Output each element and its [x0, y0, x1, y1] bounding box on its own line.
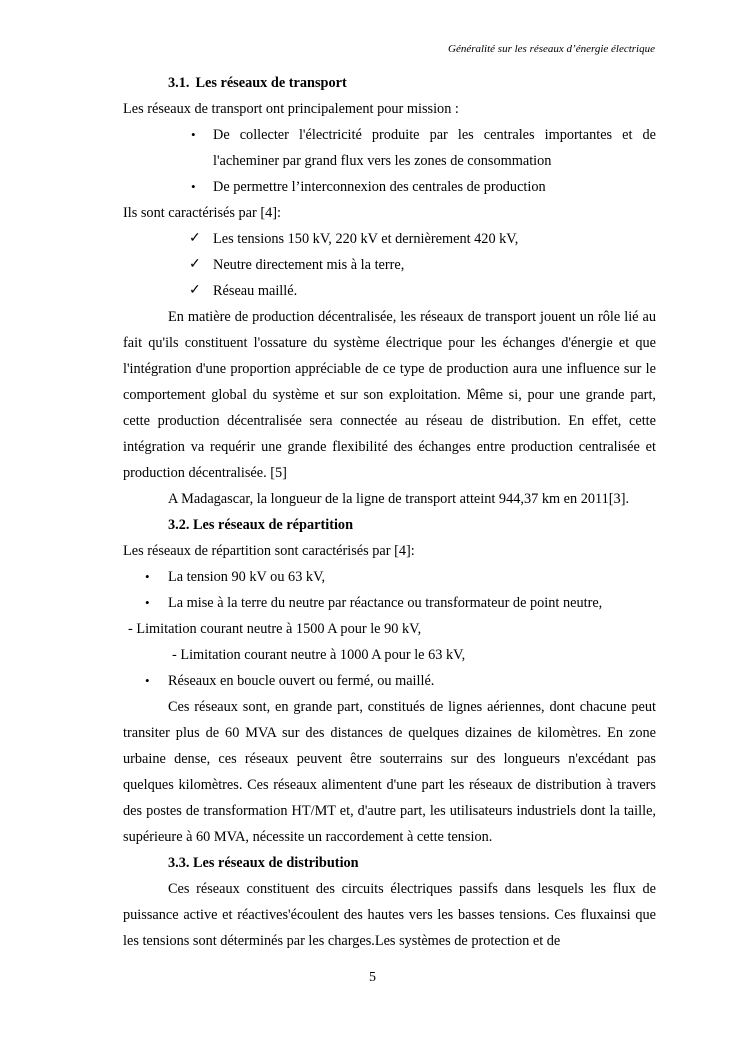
distribution-paragraph: Ces réseaux constituent des circuits électriques passifs dans lesquels les flux de puissance active et réactives'écoulent des hautes vers les basses tensions. Ces fluxainsi que les tensions sont déterminés par les charges.Les systèmes de protection et de [123, 881, 656, 949]
transport-paragraph: En matière de production décentralisée, les réseaux de transport jouent un rôle lié au fait qu'ils constituent l'ossature du système électrique pour les échanges d'énergie et que l'intégration d'une proportion appréciable de ce type de production aura une influence sur le comportement global du système et sur son exploitation. Même si, pour une grande part, cette production décentralisée sera connectée au réseau de distribution. En effet, cette intégration va requérir une grande flexibilité des échanges entre production centralisée et production décentralisée. [5] [123, 309, 656, 481]
section-3-3-heading: 3.3. Les réseaux de distribution [168, 855, 359, 871]
check-item-text: Les tensions 150 kV, 220 kV et dernièrement 420 kV, [213, 231, 519, 247]
madagascar-paragraph: A Madagascar, la longueur de la ligne de transport atteint 944,37 km en 2011[3]. [168, 491, 630, 507]
repartition-paragraph: Ces réseaux sont, en grande part, constitués de lignes aériennes, dont chacune peut transiter plus de 60 MVA sur des distances de quelques dizaines de kilomètres. En zone urbaine dense, ces réseaux peuvent être souterrains sur des longueurs n'excédant pas quelques kilomètres. Ces réseaux alimentent d'une part les réseaux de distribution à travers des postes de transformation HT/MT et, d'autre part, les utilisateurs industriels dont la taille, supérieure à 60 MVA, nécessite un raccordement à cette tension. [123, 699, 656, 845]
check-item [123, 252, 656, 278]
limitation-line-63kv: - Limitation courant neutre à 1000 A pour le 63 kV, [172, 647, 466, 663]
check-item [123, 278, 656, 304]
check-item [123, 226, 656, 252]
bullet-icon: • [145, 673, 150, 688]
list-item [123, 122, 656, 174]
repartition-intro: Les réseaux de répartition sont caractérisés par [4]: [123, 543, 415, 559]
transport-characterized: Ils sont caractérisés par [4]: [123, 205, 281, 221]
page-number: 5 [369, 970, 376, 985]
list-item-text: La tension 90 kV ou 63 kV, [168, 569, 326, 585]
bullet-icon: • [145, 569, 150, 584]
list-item [123, 564, 656, 590]
list-item-text: De collecter l'électricité produite par les centrales importantes et de l'acheminer par grand flux vers les zones de consommation [213, 127, 656, 169]
list-item [123, 590, 656, 616]
bullet-icon: • [145, 595, 150, 610]
list-item-text: La mise à la terre du neutre par réactance ou transformateur de point neutre, [168, 595, 603, 611]
check-item-text: Neutre directement mis à la terre, [213, 257, 405, 273]
section-number: 3.1. [168, 75, 190, 91]
check-item-text: Réseau maillé. [213, 283, 298, 299]
section-3-2-heading: 3.2. Les réseaux de répartition [168, 517, 354, 533]
page-content [123, 70, 656, 954]
transport-intro: Les réseaux de transport ont principalement pour mission : [123, 101, 459, 117]
section-3-1-heading [123, 70, 656, 96]
checkmark-icon: ✓ [189, 283, 201, 298]
running-header: Généralité sur les réseaux d’énergie électrique [448, 43, 655, 55]
bullet-icon: • [191, 179, 196, 194]
limitation-line-90kv: - Limitation courant neutre à 1500 A pour le 90 kV, [128, 621, 422, 637]
checkmark-icon: ✓ [189, 231, 201, 246]
list-item [123, 174, 656, 200]
list-item-text: Réseaux en boucle ouvert ou fermé, ou maillé. [168, 673, 435, 689]
bullet-icon: • [191, 127, 196, 142]
list-item [123, 668, 656, 694]
checkmark-icon: ✓ [189, 257, 201, 272]
list-item-text: De permettre l’interconnexion des centrales de production [213, 179, 546, 195]
section-title: Les réseaux de transport [195, 75, 347, 91]
